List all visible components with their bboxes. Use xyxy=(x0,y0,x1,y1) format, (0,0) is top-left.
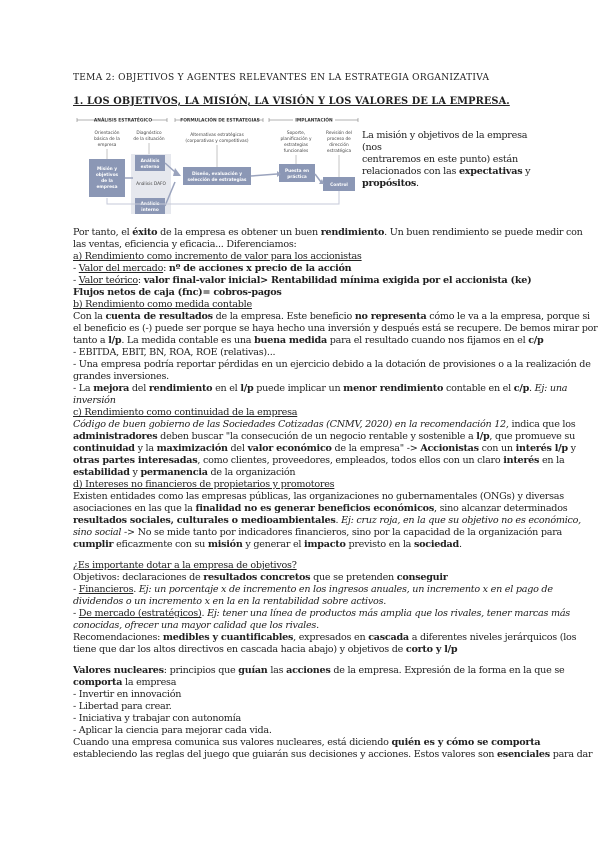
text-line: estabilidad y permanencia de la organización xyxy=(73,467,296,478)
text-line: - Valor teórico: valor final-valor inicial> Rentabilidad mínima exigida por el accionista (ke) xyxy=(73,275,532,286)
svg-text:Diseño, evaluación y: Diseño, evaluación y xyxy=(191,172,243,177)
text-line: cumplir eficazmente con su misión y generar el impacto previsto en la sociedad. xyxy=(73,539,462,550)
svg-text:Análisis: Análisis xyxy=(140,202,160,207)
section-heading: 1. LOS OBJETIVOS, LA MISIÓN, LA VISIÓN Y LOS VALORES DE LA EMPRESA. xyxy=(73,96,510,107)
label-diagnostico xyxy=(133,129,165,142)
label-soporte xyxy=(281,130,312,154)
subheading: a) Rendimiento como incremento de valor para los accionistas xyxy=(73,251,362,262)
text-line: asociaciones en las que la finalidad no es generar beneficios económicos, sino alcanzar determinados xyxy=(73,503,568,514)
svg-text:funcionales: funcionales xyxy=(283,149,309,154)
text-line: Existen entidades como las empresas públicas, las organizaciones no gubernamentales (ONGs) y diversas xyxy=(73,491,564,502)
svg-text:estratégica: estratégica xyxy=(326,149,352,154)
subheading: c) Rendimiento como continuidad de la empresa xyxy=(73,407,298,418)
text-line: Con la cuenta de resultados de la empresa. Este beneficio no representa cómo le va a la empresa, porque si xyxy=(73,311,590,322)
label-dafo: Análisis DAFO xyxy=(136,182,166,187)
text-line: - La mejora del rendimiento en el l/p puede implicar un menor rendimiento contable en el c/p. Ej: una xyxy=(73,383,568,394)
text-line: - Libertad para crear. xyxy=(73,701,172,712)
text-line: - Valor del mercado: nº de acciones x precio de la acción xyxy=(73,263,352,274)
svg-text:Soporte,: Soporte, xyxy=(286,131,306,136)
text-line: el beneficio es (-) puede ser porque se haya hecho una inversión y después está se recupere. De bemos mirar por xyxy=(73,323,598,334)
svg-text:estrategias: estrategias xyxy=(283,143,309,148)
text-line: grandes inversiones. xyxy=(73,371,169,382)
text-line: Recomendaciones: medibles y cuantificables, expresados en cascada a diferentes niveles jerárquicos (los xyxy=(73,632,577,643)
subheading: d) Intereses no financieros de propietarios y promotores xyxy=(73,479,335,490)
header-formulacion: FORMULACIÓN DE ESTRATEGIAS xyxy=(180,118,260,124)
text-line: Objetivos: declaraciones de resultados concretos que se pretenden conseguir xyxy=(73,572,448,583)
subheading: ¿Es importante dotar a la empresa de objetivos? xyxy=(73,560,297,571)
svg-text:de la: de la xyxy=(101,179,113,184)
svg-text:objetivos: objetivos xyxy=(95,173,119,178)
text-line: estableciendo las reglas del juego que guiarán sus decisiones y acciones. Estos valores son esenciales para dar xyxy=(73,749,593,760)
svg-text:(corporativas y competitivas): (corporativas y competitivas) xyxy=(185,139,249,144)
box-diseno xyxy=(183,167,251,185)
subheading: b) Rendimiento como medida contable xyxy=(73,299,252,310)
text-line: Código de buen gobierno de las Sociedades Cotizadas (CNMV, 2020) en la recomendación 12, indica que los xyxy=(73,419,576,430)
box-puesta xyxy=(279,164,315,182)
header-analisis: ANÁLISIS ESTRATÉGICO xyxy=(93,118,153,124)
side-note: La misión y objetivos de la empresa (nos centraremos en este punto) están relacionados con las expectativas y propósitos. xyxy=(362,130,531,189)
label-alternativas xyxy=(185,131,248,144)
box-control xyxy=(323,177,355,191)
svg-text:de la situación: de la situación xyxy=(133,137,165,142)
svg-text:Misión y: Misión y xyxy=(96,167,118,172)
text-line: sino social -> No se mide tanto por indicadores financieros, sino por la capacidad de la organización para xyxy=(73,527,563,538)
svg-text:práctica: práctica xyxy=(287,175,307,180)
text-line: - Iniciativa y trabajar con autonomía xyxy=(73,713,241,724)
box-interno xyxy=(135,198,165,214)
svg-text:Orientación: Orientación xyxy=(94,131,120,136)
svg-text:Alternativas estratégicas: Alternativas estratégicas xyxy=(190,133,244,138)
svg-text:Análisis: Análisis xyxy=(140,159,160,164)
svg-text:empresa: empresa xyxy=(97,143,117,148)
text-line: conocidas, ofrecer una mayor calidad que los rivales. xyxy=(73,620,319,631)
label-revision xyxy=(326,129,352,154)
text-line: dividendos o un incremento x en la en la rentabilidad sobre activos. xyxy=(73,596,387,607)
text-line: - Una empresa podría reportar pérdidas en un ejercicio debido a la dotación de provisiones o a la realización de xyxy=(73,359,591,370)
text-line: continuidad y la maximización del valor económico de la empresa" -> Accionistas con un interés l/p y xyxy=(73,443,576,454)
text-line: inversión xyxy=(73,395,116,406)
svg-text:Revisión del: Revisión del xyxy=(326,131,352,136)
svg-text:interno: interno xyxy=(141,208,159,213)
text-line: Valores nucleares: principios que guían las acciones de la empresa. Expresión de la forma en la que se xyxy=(73,665,565,676)
text-line: - Aplicar la ciencia para mejorar cada vida. xyxy=(73,725,272,736)
svg-text:Control: Control xyxy=(330,183,348,188)
svg-text:empresa: empresa xyxy=(96,185,118,190)
box-mision xyxy=(89,159,125,197)
text-line: Flujos netos de caja (fnc)= cobros-pagos xyxy=(73,287,282,298)
header-implantacion: IMPLANTACIÓN xyxy=(295,118,333,124)
text-line: administradores deben buscar "la consecución de un negocio rentable y sostenible a l/p, que promueve su xyxy=(73,431,576,442)
box-externo xyxy=(135,155,165,171)
svg-text:dirección: dirección xyxy=(329,143,349,148)
text-line: resultados sociales, culturales o medioambientales. Ej: cruz roja, en la que su objetivo no es económico, xyxy=(73,515,581,526)
svg-text:planificación y: planificación y xyxy=(280,137,312,142)
doc-title: TEMA 2: OBJETIVOS Y AGENTES RELEVANTES EN LA ESTRATEGIA ORGANIZATIVA xyxy=(73,73,490,83)
text-line: Cuando una empresa comunica sus valores nucleares, está diciendo quién es y cómo se comporta xyxy=(73,737,541,748)
text-line: - Invertir en innovación xyxy=(73,689,182,700)
text-line: - Financieros. Ej: un porcentaje x de incremento en los ingresos anuales, un incremento x en el pago de xyxy=(73,584,553,595)
text-line: tanto a l/p. La medida contable es una buena medida para el resultado cuando nos fijamos en el c/p xyxy=(73,335,544,346)
svg-text:externo: externo xyxy=(140,165,160,170)
svg-text:proceso de: proceso de xyxy=(327,137,351,142)
svg-text:Diagnóstico: Diagnóstico xyxy=(136,131,162,136)
svg-text:Puesta en: Puesta en xyxy=(284,169,310,174)
text-line: otras partes interesadas, como clientes, proveedores, empleados, todos ellos con un claro interés en la xyxy=(73,455,565,466)
text-line: Por tanto, el éxito de la empresa es obtener un buen rendimiento. Un buen rendimiento se puede medir con xyxy=(73,227,583,238)
svg-text:selección de estrategias: selección de estrategias xyxy=(187,178,247,183)
text-line: comporta la empresa xyxy=(73,677,177,688)
text-line: - De mercado (estratégicos). Ej: tener una línea de productos más amplia que los rivales, tener marcas más xyxy=(73,608,570,619)
svg-text:básica de la: básica de la xyxy=(94,137,120,142)
text-line: - EBITDA, EBIT, BN, ROA, ROE (relativas)... xyxy=(73,347,276,358)
text-line: las ventas, eficiencia y eficacia... Diferenciamos: xyxy=(73,239,297,250)
text-line: tiene que dar los altos directivos en cascada hacia abajo) y objetivos de corto y l/p xyxy=(73,644,458,655)
strategy-process-diagram xyxy=(75,112,360,217)
label-orientacion xyxy=(94,129,120,148)
